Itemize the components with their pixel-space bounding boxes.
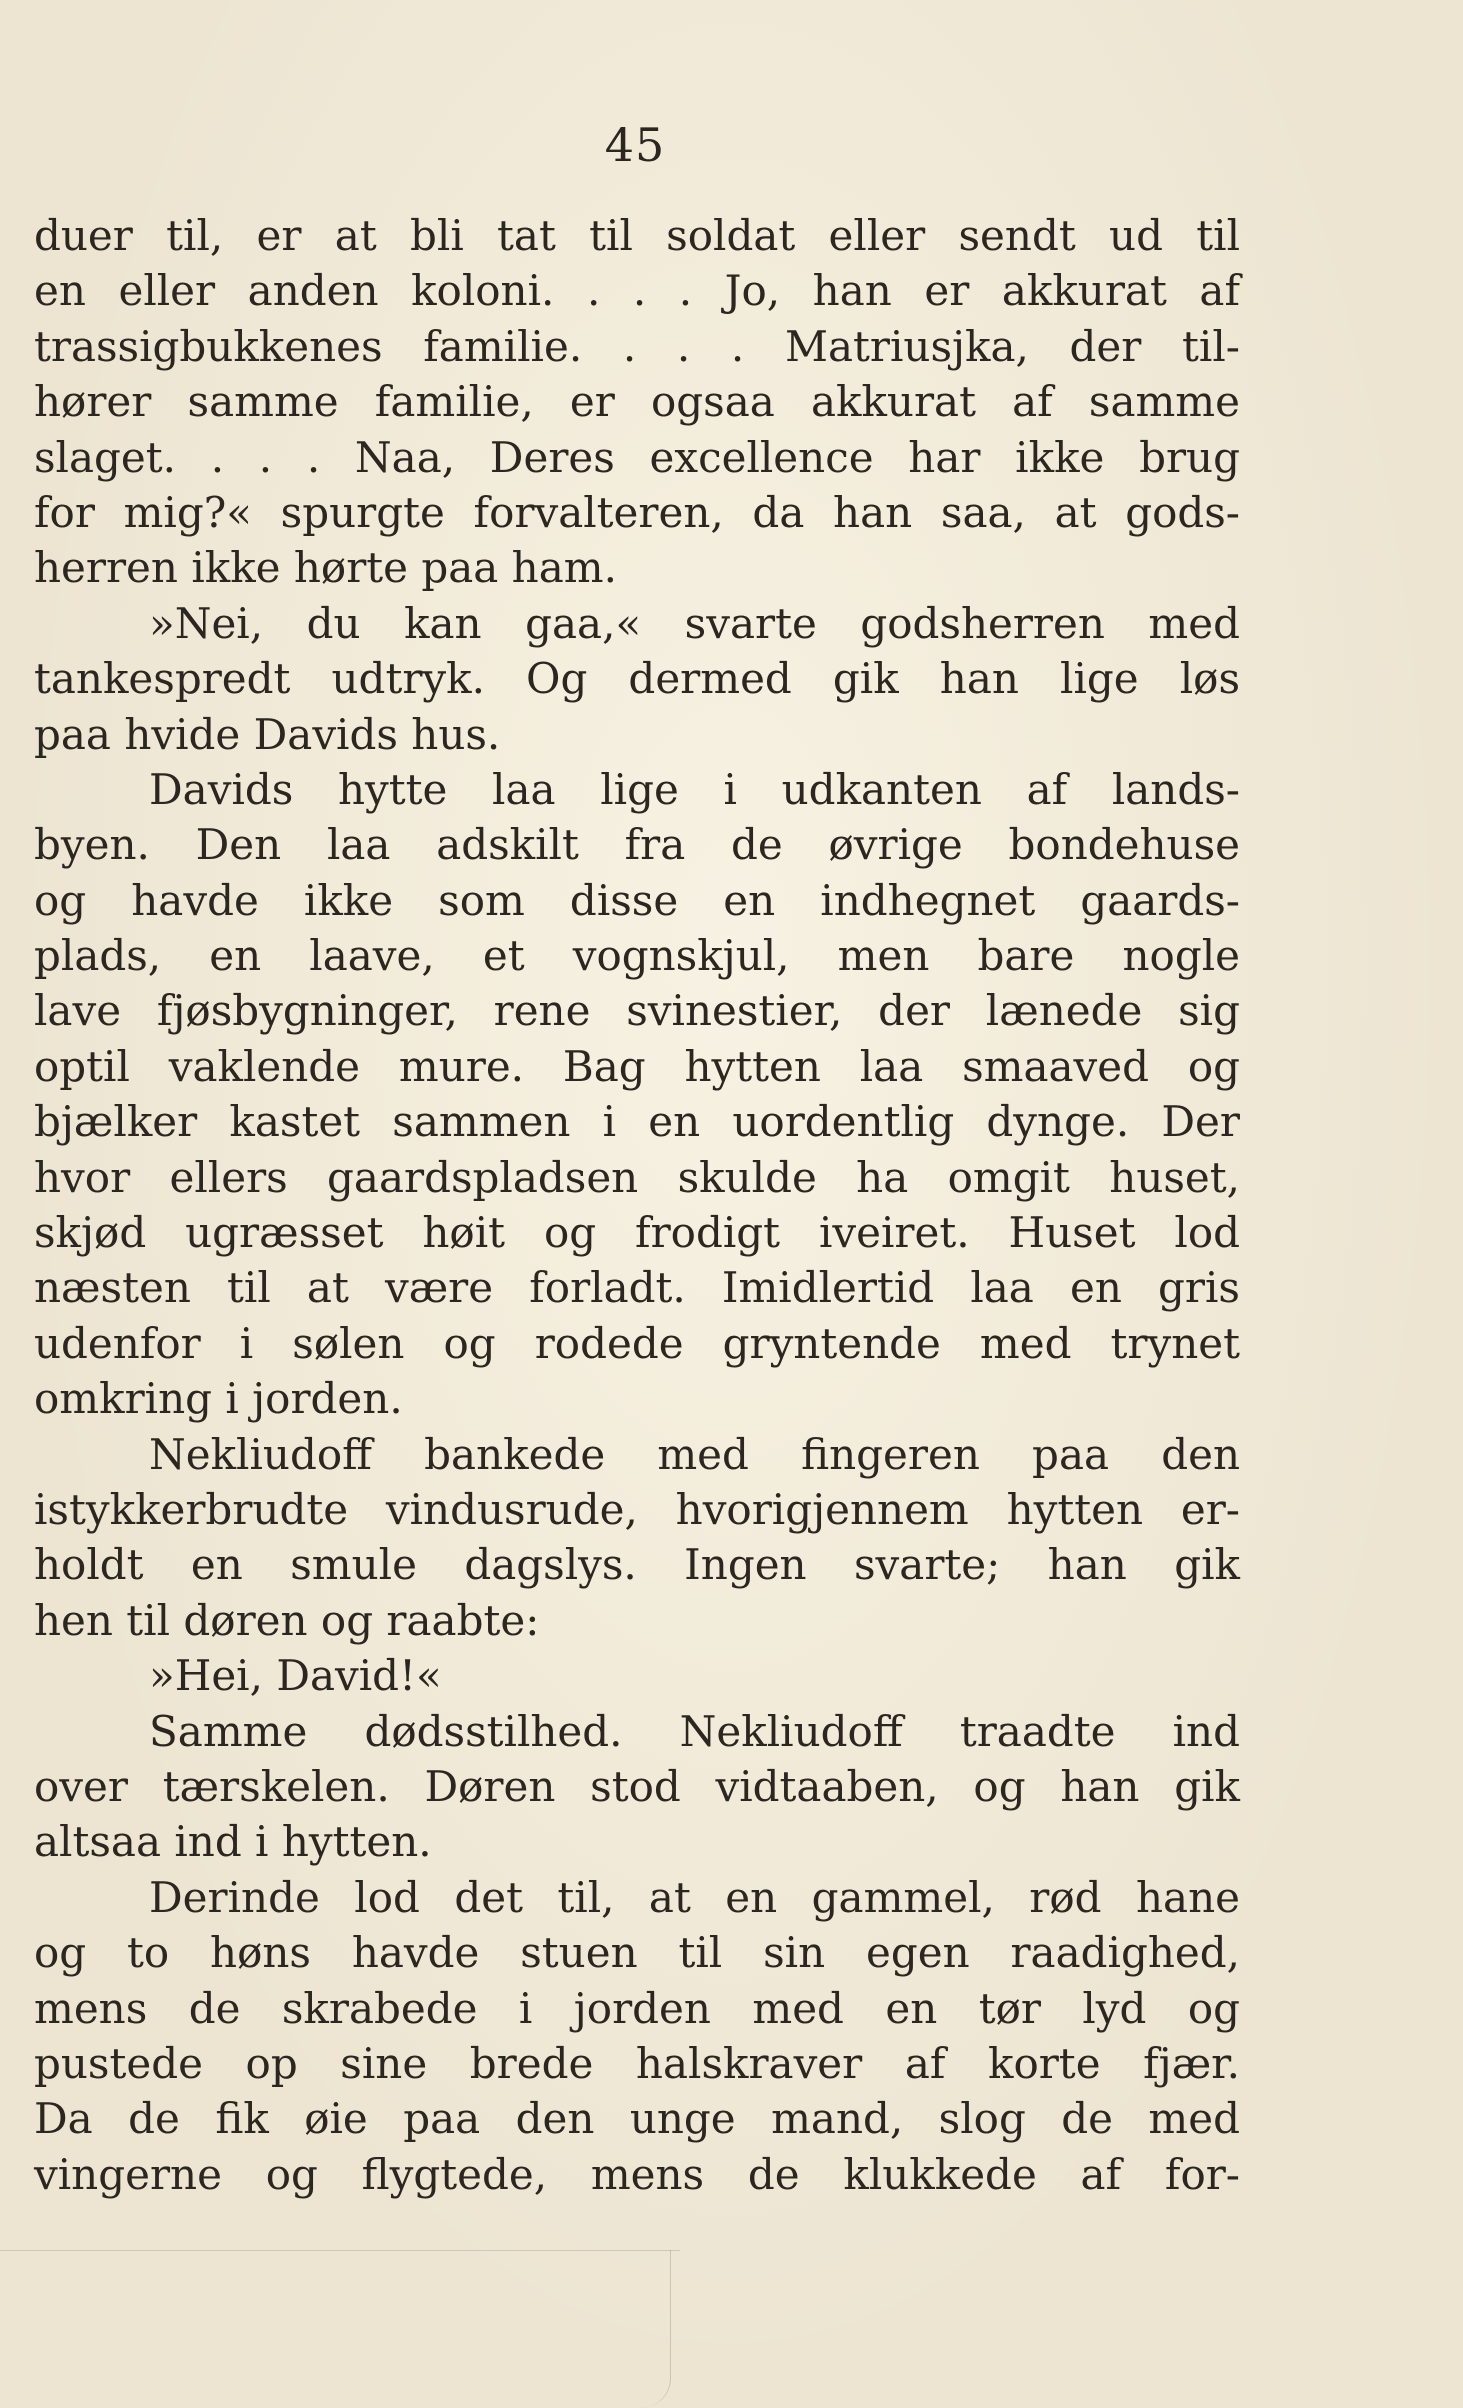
text-line: pustede op sine brede halskraver af korte fjær. <box>34 2038 1240 2088</box>
text-line: Nekliudoff bankede med fingeren paa den <box>149 1429 1240 1479</box>
page-edge-line <box>0 2250 680 2251</box>
text-line: skjød ugræsset høit og frodigt iveiret. Huset lod <box>34 1208 1240 1258</box>
text-line: Da de fik øie paa den unge mand, slog de med <box>34 2094 1240 2144</box>
text-line: og to høns havde stuen til sin egen raadighed, <box>34 1928 1240 1978</box>
text-line: holdt en smule dagslys. Ingen svarte; han gik <box>34 1540 1240 1590</box>
text-line: Davids hytte laa lige i udkanten af lands- <box>149 764 1240 814</box>
text-line: hen til døren og raabte: <box>34 1595 540 1645</box>
text-line: en eller anden koloni. . . . Jo, han er akkurat af <box>34 266 1240 316</box>
text-line: duer til, er at bli tat til soldat eller sendt ud til <box>34 211 1240 260</box>
text-line: næsten til at være forladt. Imidlertid laa en gris <box>34 1263 1240 1313</box>
text-line: Derinde lod det til, at en gammel, rød hane <box>149 1872 1240 1922</box>
text-line: byen. Den laa adskilt fra de øvrige bondehuse <box>34 820 1240 870</box>
text-line: Samme dødsstilhed. Nekliudoff traadte ind <box>149 1706 1240 1756</box>
text-line: vingerne og flygtede, mens de klukkede af for- <box>34 2149 1240 2199</box>
text-line: tankespredt udtryk. Og dermed gik han lige løs <box>34 654 1240 704</box>
text-line: bjælker kastet sammen i en uordentlig dynge. Der <box>34 1097 1240 1147</box>
text-line: herren ikke hørte paa ham. <box>34 543 617 593</box>
text-line: hører samme familie, er ogsaa akkurat af samme <box>34 377 1240 427</box>
text-line: mens de skrabede i jorden med en tør lyd og <box>34 1983 1240 2033</box>
page-number: 45 <box>604 118 666 172</box>
text-line: lave fjøsbygninger, rene svinestier, der lænede sig <box>34 986 1240 1036</box>
page-edge-curve <box>640 2250 671 2408</box>
text-line: optil vaklende mure. Bag hytten laa smaaved og <box>34 1041 1240 1091</box>
text-line: istykkerbrudte vindusrude, hvorigjennem hytten er- <box>34 1484 1240 1534</box>
text-line: »Hei, David!« <box>149 1651 442 1701</box>
body-text <box>34 208 1240 2202</box>
text-line: og havde ikke som disse en indhegnet gaards- <box>34 875 1240 925</box>
text-line: trassigbukkenes familie. . . . Matriusjka, der til- <box>34 321 1240 371</box>
text-line: »Nei, du kan gaa,« svarte godsherren med <box>149 598 1240 648</box>
text-line: udenfor i sølen og rodede gryntende med trynet <box>34 1318 1240 1368</box>
text-line: over tærskelen. Døren stod vidtaaben, og han gik <box>34 1761 1240 1811</box>
text-line: altsaa ind i hytten. <box>34 1817 432 1867</box>
text-line: plads, en laave, et vognskjul, men bare nogle <box>34 931 1240 981</box>
text-line: paa hvide Davids hus. <box>34 709 501 759</box>
text-line: hvor ellers gaardspladsen skulde ha omgit huset, <box>34 1152 1240 1202</box>
text-line: for mig?« spurgte forvalteren, da han saa, at gods- <box>34 487 1240 537</box>
text-line: omkring i jorden. <box>34 1374 403 1424</box>
text-line: slaget. . . . Naa, Deres excellence har ikke brug <box>34 432 1240 482</box>
